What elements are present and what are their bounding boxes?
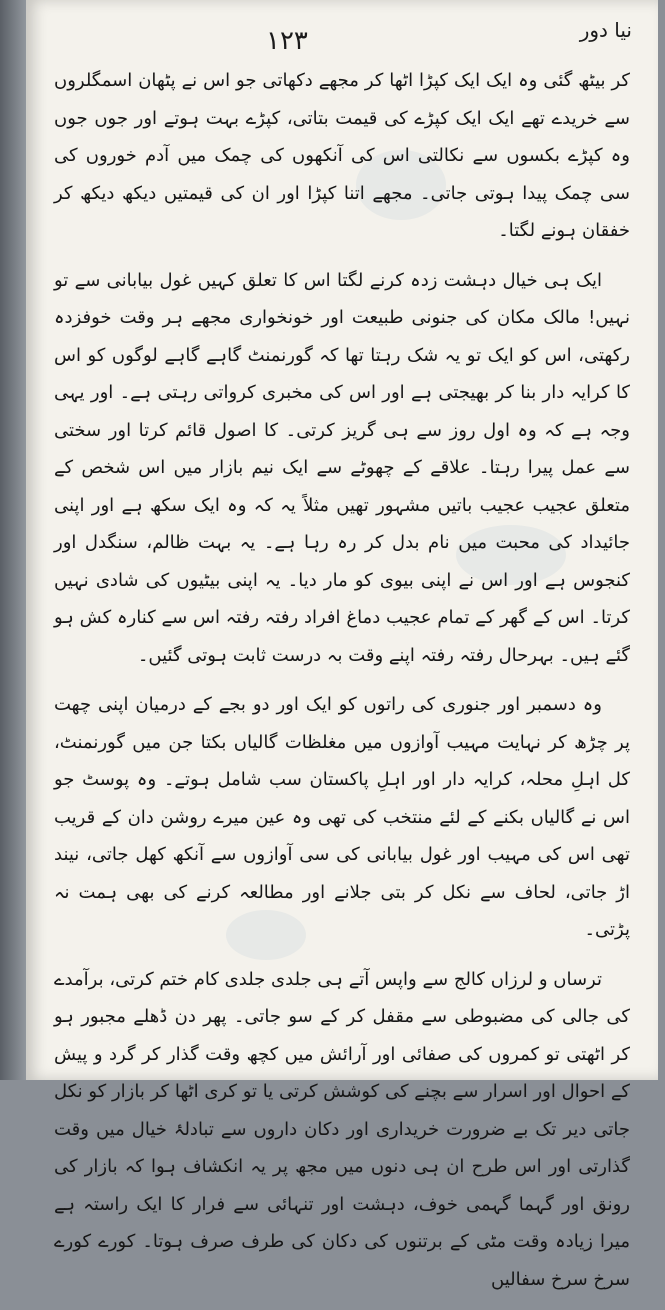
paragraph: ایک ہی خیال دہشت زدہ کرنے لگتا اس کا تعلق کہیں غول بیابانی سے تو نہیں! مالک مکان کی جنونی طبیعت اور خونخواری مجھے ہر وقت خوفزدہ رکھتی، اس کو ایک تو یہ شک رہتا تھا کہ گورنمنٹ گاہے گاہے لوگوں کو اس کا کرایہ دار بنا کر بھیجتی ہے اور اس کی مخبری کرواتی رہتی ہے۔ اور یہی وجہ ہے کہ وہ اول روز سے ہی گریز کرتی۔ کا اصول قائم کرتا اور سختی سے عمل پیرا رہتا۔ علاقے کے چھوٹے سے ایک نیم بازار میں اس شخص کے متعلق عجیب عجیب باتیں مشہور تھیں مثلاً یہ کہ وہ ایک سکھ ہے اور اپنی جائیداد کی محبت میں نام بدل کر رہ رہا ہے۔ یہ بہت ظالم، سنگدل اور کنجوس ہے اور اس نے اپنی بیوی کو مار دیا۔ یہ اپنی بیٹیوں کی شادی نہیں کرتا۔ اس کے گھر کے تمام عجیب دماغ افراد رفتہ رفتہ اس سے کنارہ کش ہو گئے ہیں۔ بہرحال رفتہ رفتہ اپنے وقت بہ درست ثابت ہوتی گئیں۔: [54, 269, 630, 666]
page-number: ۱۲۳: [266, 26, 308, 56]
paragraph: ترساں و لرزاں کالج سے واپس آتے ہی جلدی جلدی کام ختم کرتی، برآمدے کی جالی کی مضبوطی سے مقفل کر کے سو جاتی۔ پھر دن ڈھلے مجبور ہو کر اٹھتی تو کمروں کی صفائی اور آرائش میں کچھ وقت گذار کر گرد و پیش کے احوال اور اسرار سے بچنے کی کوشش کرتی یا تو کری اٹھا کر بازار کو نکل جاتی دیر تک بے ضرورت خریداری اور دکان داروں سے تبادلۂ خیال میں وقت گذارتی اور اس طرح ان ہی دنوں میں مجھ پر یہ انکشاف ہوا کہ بازار کی رونق اور گہما گہمی خوف، دہشت اور تنہائی سے فرار کا ایک راستہ ہے میرا زیادہ وقت مٹی کے برتنوں کی دکان کی طرف صرف ہوتا۔ کورے کورے سرخ سرخ سفالیں: [54, 968, 630, 1290]
paragraph: وہ دسمبر اور جنوری کی راتوں کو ایک اور دو بجے کے درمیان اپنی چھت پر چڑھ کر نہایت مہیب آوازوں میں مغلظات گالیاں بکتا جن میں گورنمنٹ، کل اہلِ محلہ، کرایہ دار اور اہلِ پاکستان سب شامل ہوتے۔ وہ پوسٹ جو اس نے گالیاں بکنے کے لئے منتخب کی تھی وہ عین میرے روشن دان کے قریب تھی اس کی مہیب اور غول بیابانی کی سی آوازوں سے آنکھ کھل جاتی، نیند اڑ جاتی، لحاف سے نکل کر بتی جلانے اور مطالعہ کرنے کی بھی ہمت نہ پڑتی۔: [54, 694, 630, 940]
book-page: [26, 0, 658, 1290]
page-header: [26, 14, 658, 54]
running-head: نیا دور: [579, 18, 632, 42]
paragraph: کر بیٹھ گئی وہ ایک ایک کپڑا اٹھا کر مجھے دکھاتی جو اس نے پٹھان اسمگلروں سے خریدے تھے ایک ایک کپڑے کی قیمت بتاتی، کپڑے بہت ہوتے اور جوں جوں وہ کپڑے بکسوں سے نکالتی اس کی آنکھوں کی چمک میں آدم خوروں کی سی چمک پیدا ہوتی جاتی۔ مجھے اتنا کپڑا اور ان کی قیمتیں دیکھ دیکھ کر خفقان ہونے لگتا۔: [54, 70, 630, 241]
page-body-text: [54, 62, 630, 1310]
